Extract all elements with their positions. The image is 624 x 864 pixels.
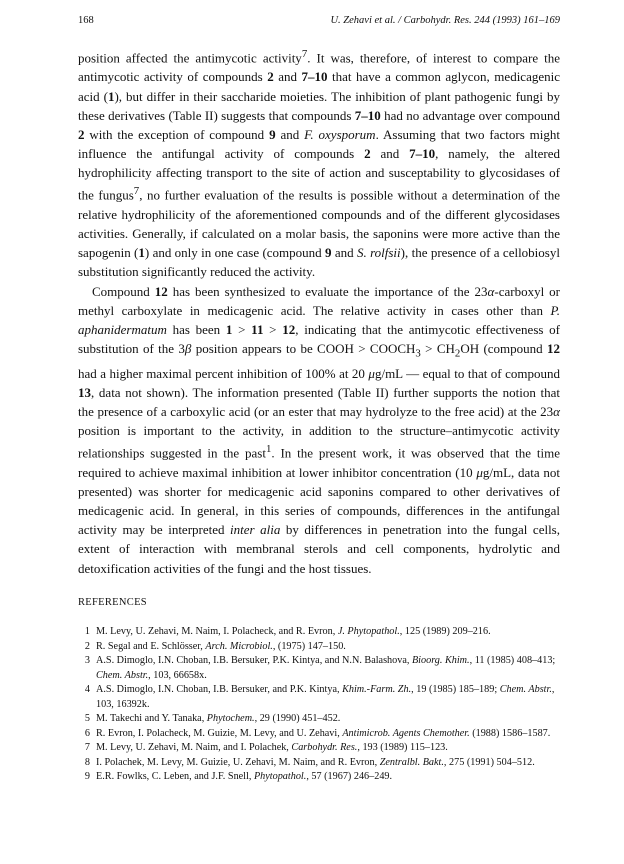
reference-number: 9 — [84, 771, 90, 782]
text-run: , no further evaluation of the results is possible without a determination of the relative hydrophilicity of the aforementioned compounds and of the different glycosidases activities. Generally, if calculated on a molar basis, the saponins were more active than the sapogenin ( — [78, 187, 560, 261]
text-run: A.S. Dimoglo, I.N. Choban, I.B. Bersuker, P.K. Kintya, and N.N. Balashova, — [96, 655, 412, 666]
citation-superscript: 7 — [133, 185, 140, 198]
text-run: g/mL — equal to that of compound — [374, 365, 560, 381]
references-heading: REFERENCES — [78, 597, 147, 608]
body-paragraph — [78, 282, 560, 578]
text-run: and — [331, 245, 357, 261]
text-run: M. Takechi and Y. Tanaka, — [96, 713, 207, 724]
text-run: M. Levy, U. Zehavi, M. Naim, I. Polacheck, and R. Evron, — [96, 626, 338, 637]
text-run: position is important to the activity, in addition to the structure–antimycotic activity relationships suggested in the past — [78, 423, 560, 461]
compound-number: 1 — [138, 245, 145, 261]
compound-number: 12 — [547, 341, 560, 356]
text-run: , 57 (1967) 246–249. — [306, 771, 393, 782]
text-run: , 103, 66658x. — [148, 669, 207, 681]
text-run: ), but differ in their saccharide moieties. The inhibition of plant pathogenic fungi by these derivatives (Table II) suggests that compounds — [78, 88, 560, 123]
text-run: E.R. Fowlks, C. Leben, and J.F. Snell, — [96, 771, 254, 782]
italic-term: Bioorg. Khim. — [411, 655, 470, 666]
reference-item — [78, 640, 560, 655]
italic-term: α — [487, 283, 495, 299]
text-run: , 11 (1985) 408–413; — [469, 655, 556, 666]
reference-item — [78, 625, 560, 640]
compound-number: 12 — [282, 321, 296, 337]
reference-number: 4 — [84, 684, 90, 695]
page-header — [78, 15, 560, 29]
text-run: by differences in penetration into the fungal cells, extent of interaction with membranal sterols and cell components, hydrolytic and detoxification activities of the fungi and the host tissues. — [78, 522, 560, 576]
text-run: ) and only in one case (compound — [144, 245, 325, 261]
italic-term: Antimicrob. Agents Chemother. — [342, 727, 470, 739]
text-run: -carboxyl or methyl carboxylate in medicagenic acid. The relative activity in cases other than — [78, 283, 560, 318]
compound-number: 7–10 — [354, 107, 381, 123]
reference-text — [96, 742, 448, 753]
reference-number: 6 — [84, 727, 90, 739]
italic-term: Khim.-Farm. Zh. — [342, 684, 412, 695]
text-run: g/mL, data not presented) was shorter for medicagenic acid saponins compared to other derivatives of medicagenic acid. In general, in this series of compounds, differences in the antifungal activity may be interpreted — [78, 464, 560, 538]
italic-term: P. aphanidermatum — [78, 302, 560, 337]
citation-superscript: 1 — [265, 443, 272, 456]
text-run: . Assuming that two factors might influence the antifungal activity of compounds — [78, 126, 560, 162]
body-paragraph — [78, 45, 560, 282]
text-run: M. Levy, U. Zehavi, M. Naim, and I. Polachek, — [96, 742, 292, 753]
reference-number: 8 — [84, 756, 90, 768]
text-run: > — [263, 321, 283, 337]
italic-term: Carbohydr. Res. — [291, 742, 358, 753]
italic-term: J. Phytopathol. — [337, 626, 400, 637]
text-run: > — [232, 321, 252, 337]
compound-number: 1 — [107, 88, 115, 104]
reference-number: 7 — [84, 742, 90, 753]
reference-text — [96, 626, 491, 637]
citation-superscript: 7 — [301, 48, 308, 60]
compound-number: 2 — [78, 126, 85, 142]
text-run: position affected the antimycotic activity — [78, 50, 302, 66]
subscript: 3 — [415, 347, 421, 360]
reference-text — [96, 757, 535, 768]
compound-number: 7–10 — [301, 69, 328, 85]
text-run: with the exception of compound — [84, 126, 270, 142]
text-run: , indicating that the antimycotic effectiveness of substitution of the 3 — [78, 321, 560, 356]
compound-number: 7–10 — [409, 146, 436, 162]
compound-number: 1 — [225, 321, 233, 337]
compound-number: 9 — [325, 245, 332, 261]
text-run: R. Segal and E. Schlösser, — [96, 640, 206, 652]
italic-term: Zentralbl. Bakt. — [379, 756, 444, 768]
italic-term: F. oxysporum — [304, 126, 376, 142]
reference-item — [78, 741, 560, 756]
text-run: and — [370, 146, 410, 162]
compound-number: 12 — [154, 283, 168, 299]
text-run: Compound — [92, 283, 155, 299]
reference-item — [78, 727, 560, 742]
text-run: A.S. Dimoglo, I.N. Choban, I.B. Bersuker, and P.K. Kintya, — [96, 684, 343, 695]
text-run: had no advantage over compound — [380, 107, 560, 123]
italic-term: Chem. Abstr. — [96, 669, 149, 681]
reference-number: 2 — [84, 640, 90, 652]
text-run: (1988) 1586–1587. — [469, 727, 551, 739]
text-run: , (1975) 147–150. — [272, 640, 346, 652]
text-run: , 275 (1991) 504–512. — [443, 756, 535, 768]
text-run: ), the presence of a cellobiosyl substitution significantly reduced the activity. — [78, 245, 560, 280]
reference-item — [78, 770, 560, 785]
reference-text — [96, 713, 340, 724]
text-run: , 19 (1985) 185–189; — [411, 684, 500, 695]
text-run: , 125 (1989) 209–216. — [399, 626, 491, 637]
reference-item — [78, 712, 560, 727]
text-run: OH (compound — [460, 341, 547, 356]
italic-term: μ — [476, 464, 483, 480]
reference-number: 3 — [84, 655, 90, 666]
italic-term: Arch. Microbiol. — [205, 640, 273, 652]
text-run: and — [275, 126, 305, 142]
reference-number: 1 — [84, 626, 90, 637]
reference-number: 5 — [84, 713, 90, 724]
page-number: 168 — [78, 15, 94, 26]
compound-number: 11 — [251, 321, 264, 337]
compound-number: 13 — [78, 384, 91, 400]
text-run: , 103, 16392k. — [96, 684, 555, 710]
subscript: 2 — [454, 347, 461, 360]
reference-text — [96, 641, 346, 652]
italic-term: Phytopathol. — [253, 771, 307, 782]
reference-item — [78, 756, 560, 771]
reference-item — [78, 683, 560, 712]
text-run: had a higher maximal percent inhibition of 100% at 20 — [78, 365, 369, 381]
italic-term: inter alia — [230, 522, 281, 538]
running-head: U. Zehavi et al. / Carbohydr. Res. 244 (1993) 161–169 — [330, 15, 560, 26]
italic-term: α — [553, 404, 560, 420]
compound-number: 2 — [364, 146, 371, 162]
italic-term: μ — [368, 365, 375, 381]
reference-text — [96, 728, 550, 739]
reference-list — [78, 625, 560, 785]
compound-number: 9 — [269, 126, 276, 142]
compound-number: 2 — [267, 69, 274, 85]
body-text — [78, 45, 560, 578]
text-run: > CH — [420, 341, 455, 356]
text-run: . In the present work, it was observed that the time required to achieve maximal inhibition at lower inhibitor concentration (10 — [78, 445, 561, 480]
reference-text — [96, 655, 555, 681]
text-run: has been synthesized to evaluate the importance of the 23 — [167, 283, 488, 299]
reference-item — [78, 654, 560, 683]
text-run: . It was, therefore, of interest to compare the antimycotic activity of compounds — [78, 50, 561, 85]
text-run: , data not shown). The information presented (Table II) further supports the notion that the presence of a carboxylic acid (or an ester that may hydrolyze to the free acid) at the 23 — [78, 384, 560, 420]
italic-term: Phytochem. — [206, 713, 255, 724]
reference-text — [96, 684, 554, 710]
reference-text — [96, 771, 392, 782]
text-run: I. Polachek, M. Levy, M. Guizie, U. Zehavi, M. Naim, and R. Evron, — [96, 756, 380, 768]
text-run: , namely, the altered hydrophilicity affecting transport to the site of action and susceptability to glycosidases of the fungus — [78, 146, 560, 203]
text-run: , 193 (1989) 115–123. — [357, 742, 448, 753]
text-run: , 29 (1990) 451–452. — [254, 713, 341, 724]
text-run: has been — [166, 321, 226, 337]
text-run: that have a common aglycon, medicagenic acid ( — [78, 69, 560, 104]
text-run: R. Evron, I. Polacheck, M. Guizie, M. Levy, and U. Zehavi, — [96, 727, 343, 739]
text-run: and — [273, 69, 302, 85]
italic-term: Chem. Abstr. — [499, 684, 552, 695]
italic-term: β — [184, 341, 192, 356]
text-run: position appears to be COOH > COOCH — [191, 341, 416, 356]
italic-term: S. rolfsii — [356, 245, 401, 261]
